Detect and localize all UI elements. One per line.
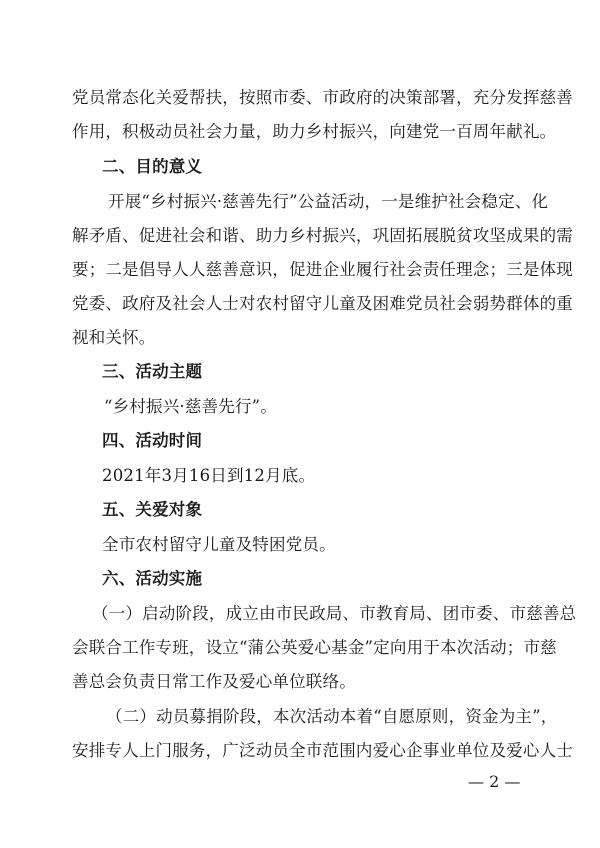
time-text: 2021年3月16日到12月底。 [102,466,316,485]
intro-line-2: 作用，积极动员社会力量，助力乡村振兴，向建党一百周年献礼。 [72,122,557,141]
section-heading-implementation: 六、活动实施 [102,569,203,588]
section-heading-target: 五、关爱对象 [102,500,203,519]
purpose-line-5: 视和关怀。 [72,328,156,347]
page-number: — 2 — [468,772,521,791]
purpose-line-4: 党委、政府及社会人士对农村留守儿童及困难党员社会弱势群体的重 [72,294,573,313]
implementation-item1-line-1: （一）启动阶段，成立由市民政局、市教育局、团市委、市慈善总 [92,604,577,623]
intro-line-1: 党员常态化关爱帮扶，按照市委、市政府的决策部署，充分发挥慈善 [72,88,573,107]
implementation-item2-line-2: 安排专人上门服务，广泛动员全市范围内爱心企事业单位及爱心人士 [72,741,573,760]
purpose-line-1: 开展“乡村振兴·慈善先行”公益活动，一是维护社会稳定、化 [108,192,549,211]
section-heading-theme: 三、活动主题 [102,362,203,381]
theme-text: “乡村振兴·慈善先行”。 [104,397,278,416]
implementation-item1-line-3: 善总会负责日常工作及爱心单位联络。 [72,672,356,691]
target-text: 全市农村留守儿童及特困党员。 [102,535,336,554]
section-heading-purpose: 二、目的意义 [102,157,203,176]
implementation-item2-line-1: （二）动员募捐阶段，本次活动本着“自愿原则，资金为主”， [106,707,558,726]
purpose-line-2: 解矛盾、促进社会和谐、助力乡村振兴，巩固拓展脱贫攻坚成果的需 [72,226,573,245]
implementation-item1-line-2: 会联合工作专班，设立“蒲公英爱心基金”定向用于本次活动；市慈 [72,638,557,657]
purpose-line-3: 要；二是倡导人人慈善意识，促进企业履行社会责任理念；三是体现 [72,260,573,279]
section-heading-time: 四、活动时间 [102,431,203,450]
